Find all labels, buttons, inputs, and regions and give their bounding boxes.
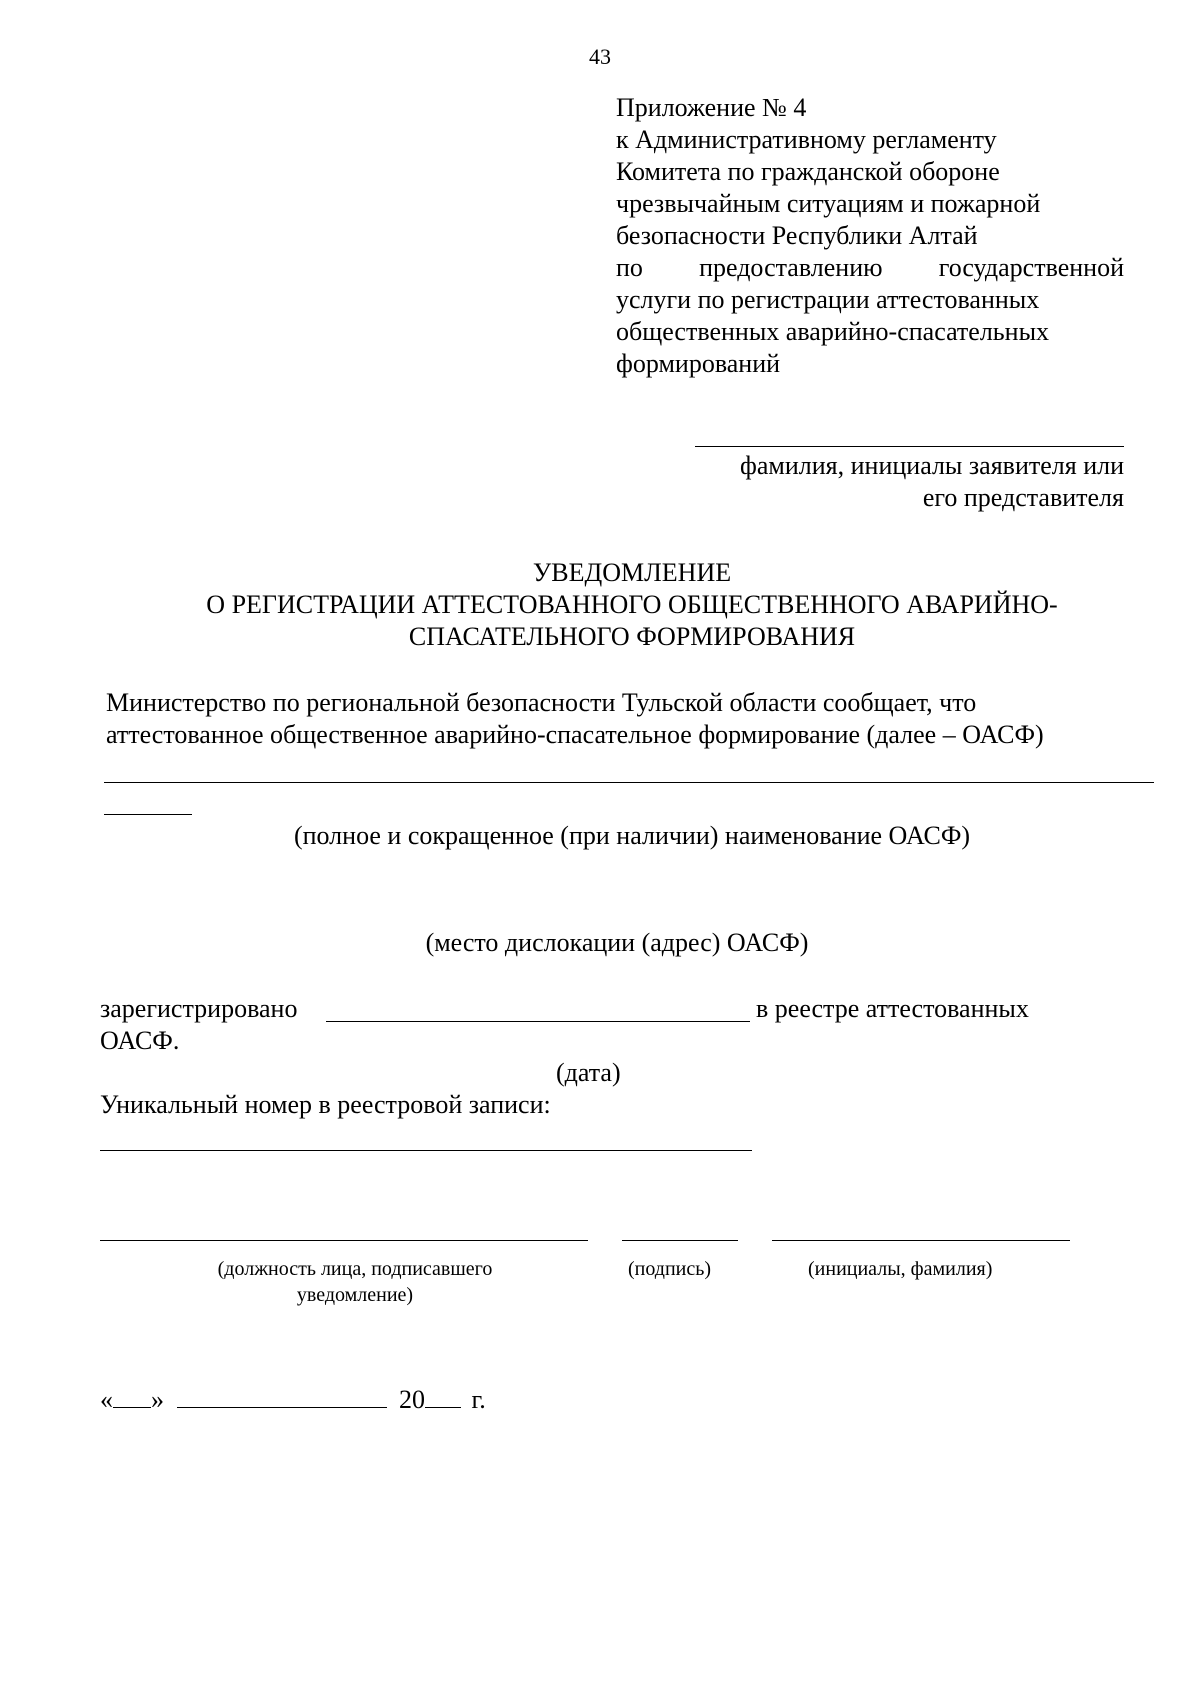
appendix-line: услуги по регистрации аттестованных — [616, 285, 1040, 314]
day-blank[interactable] — [113, 1385, 151, 1408]
signature-caption: (подпись) — [628, 1258, 712, 1280]
unique-number-label: Уникальный номер в реестровой записи: — [100, 1090, 551, 1119]
position-caption: уведомление) — [296, 1284, 414, 1306]
address-caption: (место дислокации (адрес) ОАСФ) — [425, 928, 809, 957]
applicant-caption: фамилия, инициалы заявителя или — [740, 451, 1124, 480]
applicant-name-line[interactable] — [695, 446, 1124, 447]
position-caption: (должность лица, подписавшего — [217, 1258, 493, 1280]
appendix-line: к Административному регламенту — [616, 125, 997, 154]
title-line: УВЕДОМЛЕНИЕ — [532, 558, 732, 587]
body-line: аттестованное общественное аварийно-спасательное формирование (далее – ОАСФ) — [106, 720, 1044, 749]
oasf-text: ОАСФ. — [100, 1026, 180, 1055]
year-prefix: 20 — [399, 1385, 425, 1414]
appendix-line: общественных аварийно-спасательных — [616, 317, 1050, 346]
oasf-name-line-continued[interactable] — [104, 814, 192, 815]
month-blank[interactable] — [177, 1385, 387, 1408]
date-field — [100, 1384, 486, 1416]
appendix-line: Комитета по гражданской обороне — [616, 157, 1000, 186]
title-line: СПАСАТЕЛЬНОГО ФОРМИРОВАНИЯ — [408, 622, 856, 651]
body-line: Министерство по региональной безопасности Тульской области сообщает, что — [106, 688, 977, 717]
unique-number-line[interactable] — [100, 1150, 752, 1151]
appendix-line: Приложение № 4 — [616, 93, 807, 122]
registered-label: зарегистрировано — [100, 994, 298, 1023]
position-line[interactable] — [100, 1240, 588, 1241]
year-suffix: г. — [471, 1385, 486, 1414]
appendix-line: безопасности Республики Алтай — [616, 221, 978, 250]
open-quote: « — [100, 1385, 113, 1414]
oasf-name-line[interactable] — [104, 782, 1154, 783]
signature-line[interactable] — [622, 1240, 738, 1241]
title-line: О РЕГИСТРАЦИИ АТТЕСТОВАННОГО ОБЩЕСТВЕННОГО АВАРИЙНО- — [206, 590, 1058, 619]
year-blank[interactable] — [425, 1385, 461, 1408]
full-name-caption: (инициалы, фамилия) — [808, 1258, 993, 1280]
registration-date-line[interactable] — [326, 1021, 750, 1022]
page-number: 43 — [589, 44, 611, 69]
oasf-name-caption: (полное и сокращенное (при наличии) наименование ОАСФ) — [293, 821, 971, 850]
applicant-caption: его представителя — [922, 483, 1124, 512]
registry-text: в реестре аттестованных — [756, 994, 1029, 1023]
appendix-line: формирований — [616, 349, 781, 378]
close-quote: » — [151, 1385, 164, 1414]
appendix-line: чрезвычайным ситуациям и пожарной — [616, 189, 1041, 218]
appendix-line: по предоставлению государственной — [616, 253, 1124, 282]
full-name-line[interactable] — [772, 1240, 1070, 1241]
date-caption: (дата) — [556, 1058, 621, 1087]
